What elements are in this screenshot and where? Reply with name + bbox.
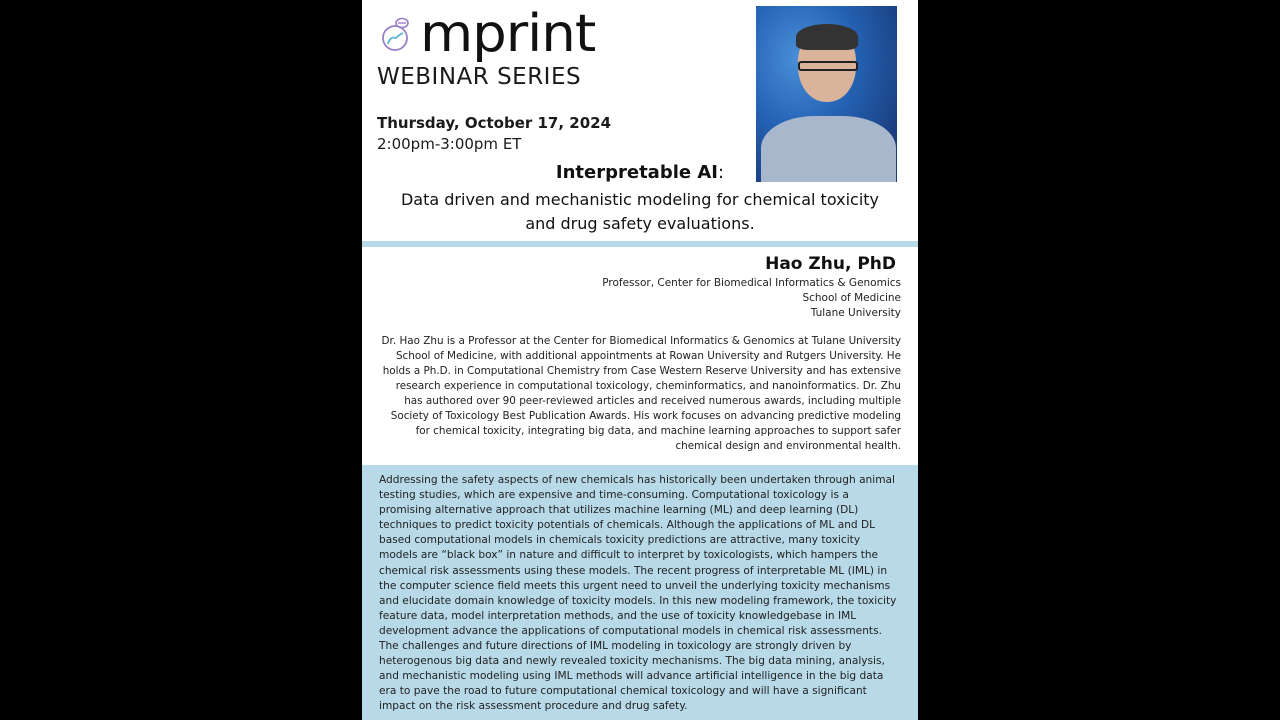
mprint-logo [380, 4, 596, 64]
section-divider [362, 241, 918, 247]
webinar-flyer [362, 0, 918, 720]
talk-subtitle [362, 188, 918, 236]
affiliation-line: Tulane University [810, 307, 901, 319]
event-date: Thursday, October 17, 2024 [377, 114, 612, 132]
talk-subtitle-line-1: Data driven and mechanistic modeling for chemical toxicity [400, 190, 880, 209]
speaker-portrait [756, 6, 897, 182]
talk-title-bold: Interpretable AI [555, 162, 718, 183]
portrait-hair [796, 24, 858, 50]
talk-subtitle-line-2: and drug safety evaluations. [525, 214, 755, 233]
talk-title-colon: : [718, 162, 725, 183]
speaker-bio: Dr. Hao Zhu is a Professor at the Center for Biomedical Informatics & Genomics at Tulane University School of Medicine, with additional appointments at Rowan University and Rutgers University. He holds a Ph.D. in Computational Chemistry from Case Western Reserve University and has extensive research experience in computational toxicology, cheminformatics, and nanoinformatics. Dr. Zhu has authored over 90 peer-reviewed articles and received numerous awards, including multiple Society of Toxicology Best Publication Awards. His work focuses on advancing predictive modeling for chemical toxicity, integrating big data, and machine learning approaches to support safer chemical design and environmental health. [381, 335, 901, 452]
abstract-text: Addressing the safety aspects of new chemicals has historically been undertaken through animal testing studies, which are expensive and time-consuming. Computational toxicology is a promising alternative approach that utilizes machine learning (ML) and deep learning (DL) techniques to predict toxicity potentials of chemicals. Although the applications of ML and DL based computational models in chemicals toxicity predictions are attractive, many toxicity models are “black box” in nature and difficult to interpret by toxicologists, which hampers the chemical risk assessments using these models. The recent progress of interpretable ML (IML) in the computer science field meets this urgent need to unveil the underlying toxicity mechanisms and elucidate domain knowledge of toxicity models. In this new modeling framework, the toxicity feature data, model interpretation methods, and the use of toxicity knowledgebase in IML development advance the applications of computational models in chemical risk assessments. The challenges and future directions of IML modeling in toxicology are strongly driven by heterogenous big data and newly revealed toxicity mechanisms. The big data mining, analysis, and mechanistic modeling using IML methods will advance artificial intelligence in the big data era to pave the road to future computational chemical toxicology and will have a significant impact on the risk assessment procedure and drug safety. [379, 474, 897, 713]
affiliation-line: Professor, Center for Biomedical Informatics & Genomics [602, 277, 901, 289]
affiliation-line: School of Medicine [802, 292, 901, 304]
speaker-affiliation [602, 276, 901, 321]
series-label: WEBINAR SERIES [377, 64, 582, 90]
speaker-name: Hao Zhu, PhD [765, 254, 896, 274]
mprint-logo-icon [380, 14, 414, 54]
portrait-glasses [798, 61, 858, 71]
talk-title [362, 162, 918, 183]
logo-wordmark: mprint [420, 4, 596, 64]
abstract-section [362, 465, 918, 720]
event-time: 2:00pm-3:00pm ET [377, 135, 522, 153]
